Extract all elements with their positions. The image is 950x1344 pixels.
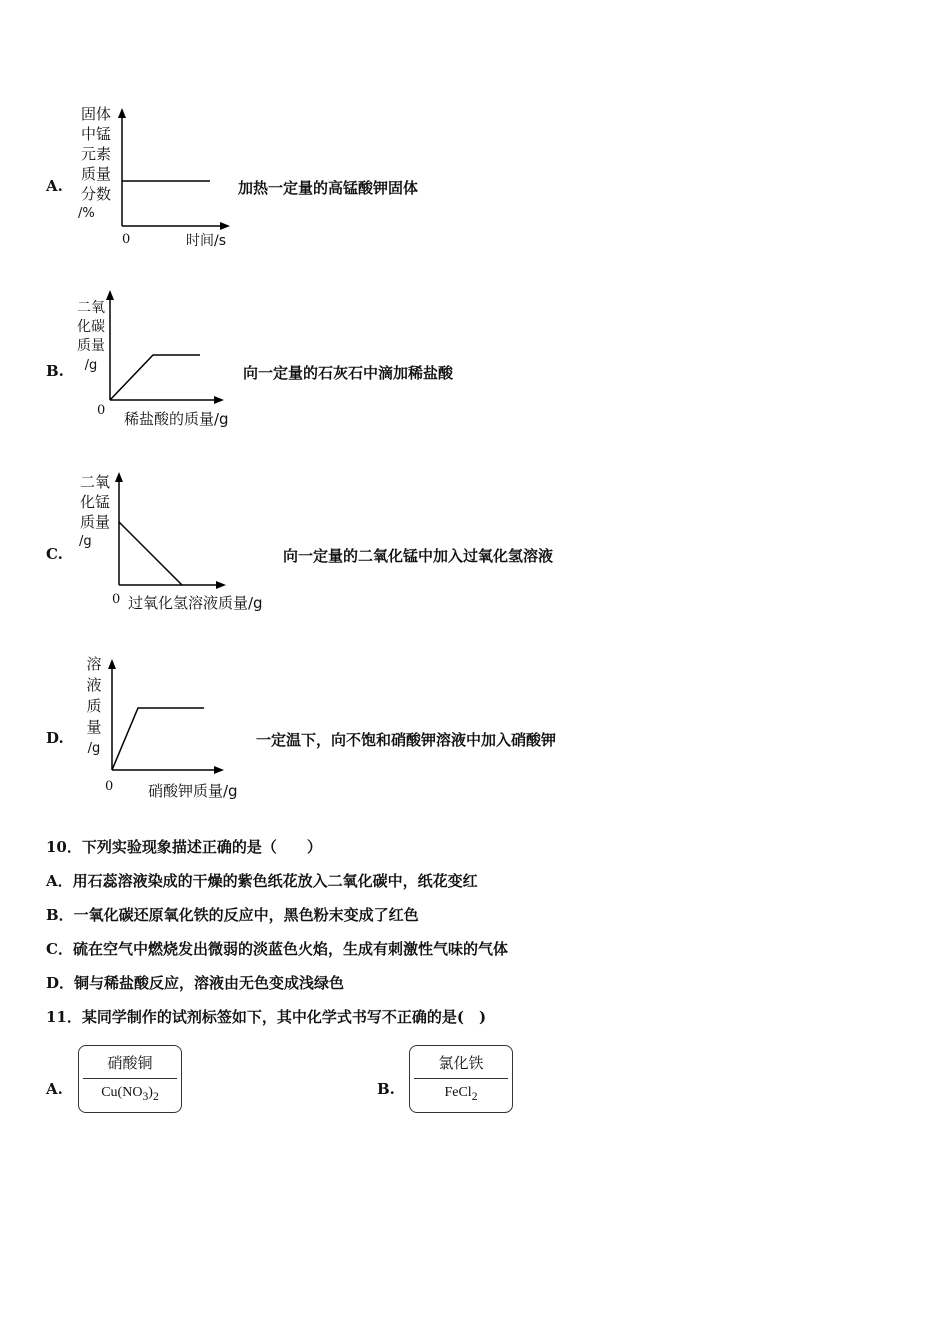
x-axis-arrow <box>214 396 224 404</box>
q10-option-d: D．铜与稀盐酸反应，溶液由无色变成浅绿色 <box>46 974 345 992</box>
option-a-caption: 加热一定量的高锰酸钾固体 <box>238 179 419 197</box>
y-label-line: 元素 <box>80 145 111 163</box>
y-label-line: 中锰 <box>80 125 111 143</box>
y-axis-arrow <box>108 659 116 669</box>
y-axis-arrow <box>106 290 114 300</box>
reagent-name: 硝酸铜 <box>107 1054 153 1072</box>
y-label-line: 二氧 <box>77 300 105 316</box>
option-b-letter: B. <box>46 362 64 380</box>
option-c-origin: 0 <box>112 592 121 607</box>
y-label-line: 质量 <box>77 338 105 354</box>
x-axis-arrow <box>220 222 230 230</box>
x-axis-arrow <box>214 766 224 774</box>
option-b-caption: 向一定量的石灰石中滴加稀盐酸 <box>243 364 454 382</box>
option-c-caption: 向一定量的二氧化锰中加入过氧化氢溶液 <box>283 547 554 565</box>
y-label-line: 质量 <box>80 165 111 183</box>
y-label-line: /g <box>87 741 101 756</box>
trend-line <box>112 708 204 770</box>
y-label-line: 固体 <box>80 105 111 123</box>
y-label-line: /g <box>79 534 92 549</box>
option-d-graph <box>100 650 240 780</box>
q11-option-b-letter: B. <box>377 1080 395 1098</box>
reagent-formula: FeCl$_2$ <box>444 1085 478 1103</box>
y-axis-arrow <box>115 472 123 482</box>
y-label-line: 质 <box>86 697 102 715</box>
option-a-graph <box>100 100 240 240</box>
option-b-origin: 0 <box>97 403 106 418</box>
option-b-graph <box>100 285 240 415</box>
y-label-line: 溶 <box>86 655 102 673</box>
option-c-x-axis-label: 过氧化氢溶液质量/g <box>128 594 263 612</box>
reagent-name: 氯化铁 <box>438 1054 484 1072</box>
q10-option-b: B．一氧化碳还原氧化铁的反应中，黑色粉末变成了红色 <box>46 906 419 924</box>
option-c-graph <box>100 465 240 595</box>
y-label-line: /g <box>84 358 98 373</box>
option-b-x-axis-label: 稀盐酸的质量/g <box>124 410 229 428</box>
y-label-line: 分数 <box>80 185 111 203</box>
reagent-label-a <box>78 1045 182 1113</box>
y-label-line: 质量 <box>79 513 110 531</box>
option-d-origin: 0 <box>105 779 114 794</box>
option-a-letter: A. <box>46 177 63 195</box>
y-axis-arrow <box>118 108 126 118</box>
option-d-caption: 一定温下，向不饱和硝酸钾溶液中加入硝酸钾 <box>256 731 557 749</box>
label-divider <box>83 1078 177 1079</box>
y-label-line: 量 <box>86 718 102 736</box>
q10-option-c: C．硫在空气中燃烧发出微弱的淡蓝色火焰，生成有刺激性气味的气体 <box>46 940 508 958</box>
label-divider <box>414 1078 508 1079</box>
x-axis-arrow <box>216 581 226 589</box>
q10-stem: 10．下列实验现象描述正确的是（ ） <box>46 838 322 856</box>
option-a-x-axis-label: 时间/s <box>186 233 227 249</box>
option-d-x-axis-label: 硝酸钾质量/g <box>148 782 238 800</box>
trend-line <box>119 522 182 585</box>
y-label-line: 化碳 <box>77 319 105 335</box>
reagent-label-b <box>409 1045 513 1113</box>
trend-line <box>110 355 200 400</box>
option-c-letter: C. <box>46 545 63 563</box>
option-a-origin: 0 <box>122 232 131 247</box>
option-d-letter: D. <box>46 729 64 747</box>
q10-option-a: A．用石蕊溶液染成的干燥的紫色纸花放入二氧化碳中，纸花变红 <box>46 872 478 890</box>
y-label-line: /% <box>78 206 95 221</box>
y-label-line: 二氧 <box>79 473 110 491</box>
q11-stem: 11．某同学制作的试剂标签如下，其中化学式书写不正确的是( ) <box>46 1008 487 1026</box>
y-label-line: 化锰 <box>79 493 110 511</box>
y-label-line: 液 <box>86 676 102 694</box>
reagent-formula: $Cu(NO_3)_2$ <box>101 1085 159 1103</box>
q11-option-a-letter: A. <box>46 1080 63 1098</box>
